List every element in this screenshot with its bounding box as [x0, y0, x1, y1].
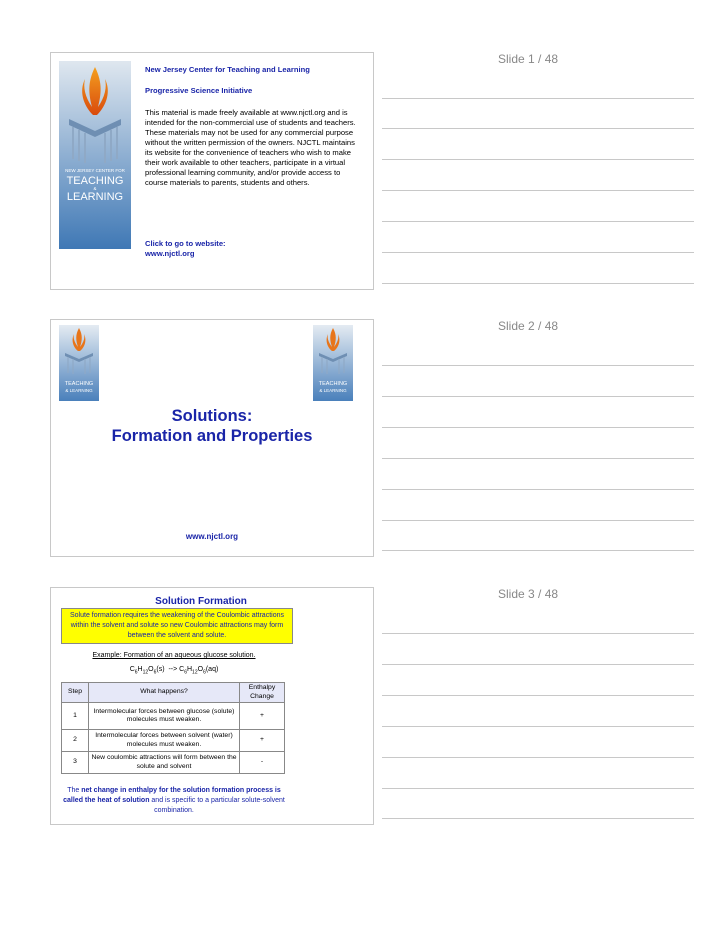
- step-description: New coulombic attractions will form between the solute and solvent: [89, 752, 240, 774]
- table-row: [62, 752, 285, 774]
- logo-caption-amp: &: [93, 186, 97, 191]
- notes-line: [382, 283, 694, 284]
- slide-3: [50, 587, 374, 825]
- enthalpy-sign: -: [240, 752, 285, 774]
- summary-emphasis: net change in enthalpy for the solution formation process is called the heat of solution: [63, 787, 281, 804]
- step-description: Intermolecular forces between glucose (solute) molecules must weaken.: [89, 703, 240, 730]
- table-header-row: [62, 683, 285, 703]
- notes-line: [382, 818, 694, 819]
- step-description: Intermolecular forces between solvent (water) molecules must weaken.: [89, 730, 240, 752]
- notes-line: [382, 190, 694, 191]
- example-heading: Example: Formation of an aqueous glucose solution.: [92, 652, 256, 659]
- chemical-equation: $C_6H_{12}O_6(s)$ --> $C_6H_{12}O_6(aq)$: [129, 666, 219, 676]
- highlight-callout: Solute formation requires the weakening of the Coulombic attractions within the solvent and solute so new Coulombic attractions may form between the solvent and solute.: [61, 608, 293, 644]
- enthalpy-sign: +: [240, 730, 285, 752]
- notes-line: [382, 365, 694, 366]
- website-link-label: Click to go to website:: [145, 239, 226, 248]
- website-link[interactable]: [145, 239, 226, 259]
- slide-title: [51, 406, 373, 446]
- notes-line: [382, 98, 694, 99]
- slide-3-label: Slide 3 / 48: [498, 587, 559, 601]
- slide-2-label: Slide 2 / 48: [498, 319, 559, 333]
- table-row: [62, 730, 285, 752]
- notes-line: [382, 128, 694, 129]
- equation-arrow: -->: [168, 666, 178, 673]
- website-link-url: www.njctl.org: [145, 249, 195, 258]
- initiative-name: Progressive Science Initiative: [145, 86, 253, 95]
- summary-lead: The: [67, 787, 82, 794]
- notes-line: [382, 489, 694, 490]
- summary-tail: and is specific to a particular solute-solvent combination.: [149, 797, 285, 814]
- notes-line: [382, 221, 694, 222]
- notes-line: [382, 664, 694, 665]
- slide-1: [50, 52, 374, 290]
- column-header-what-happens: What happens?: [89, 683, 240, 703]
- slide-title: Solution Formation: [155, 596, 247, 607]
- notes-line: [382, 427, 694, 428]
- slide-1-label: Slide 1 / 48: [498, 52, 559, 66]
- step-number: 3: [62, 752, 89, 774]
- logo-caption-learning: LEARNING: [66, 191, 124, 203]
- notes-line: [382, 520, 694, 521]
- slide-2: [50, 319, 374, 557]
- njctl-logo: [59, 61, 131, 249]
- slide-title-line-1: Solutions:: [171, 407, 253, 425]
- logo-caption-learning: & LEARNING: [319, 388, 347, 393]
- notes-line: [382, 633, 694, 634]
- logo-caption-teaching: TEACHING: [64, 381, 94, 387]
- njctl-logo-left: [59, 325, 99, 401]
- website-url[interactable]: www.njctl.org: [185, 532, 239, 541]
- organization-name: New Jersey Center for Teaching and Learning: [145, 65, 310, 74]
- logo-caption-teaching: TEACHING: [66, 175, 124, 187]
- notes-line: [382, 159, 694, 160]
- notes-line: [382, 695, 694, 696]
- notes-line: [382, 550, 694, 551]
- njctl-logo-right: [313, 325, 353, 401]
- step-number: 1: [62, 703, 89, 730]
- usage-notice: This material is made freely available at www.njctl.org and is intended for the non-commercial use of students and teachers. These materials may not be used for any commercial purpose without the written permission of the owners. NJCTL maintains its website for the convenience of teachers who wish to make their work available to other teachers, participate in a virtual professional learning community, and/or provide access to course materials to parents, students and others.: [145, 108, 356, 187]
- table-row: [62, 703, 285, 730]
- step-number: 2: [62, 730, 89, 752]
- column-header-step: Step: [62, 683, 89, 703]
- heat-of-solution-summary: [61, 786, 287, 816]
- notes-line: [382, 458, 694, 459]
- notes-line: [382, 252, 694, 253]
- notes-line: [382, 788, 694, 789]
- slide-title-line-2: Formation and Properties: [111, 427, 313, 445]
- notes-line: [382, 726, 694, 727]
- column-header-enthalpy-change: Enthalpy Change: [240, 683, 285, 703]
- enthalpy-sign: +: [240, 703, 285, 730]
- notes-line: [382, 757, 694, 758]
- logo-caption-teaching: TEACHING: [318, 381, 348, 387]
- notes-line: [382, 396, 694, 397]
- enthalpy-steps-table: [61, 682, 285, 774]
- logo-caption-learning: & LEARNING: [65, 388, 93, 393]
- logo-caption-top: NEW JERSEY CENTER FOR: [65, 168, 125, 173]
